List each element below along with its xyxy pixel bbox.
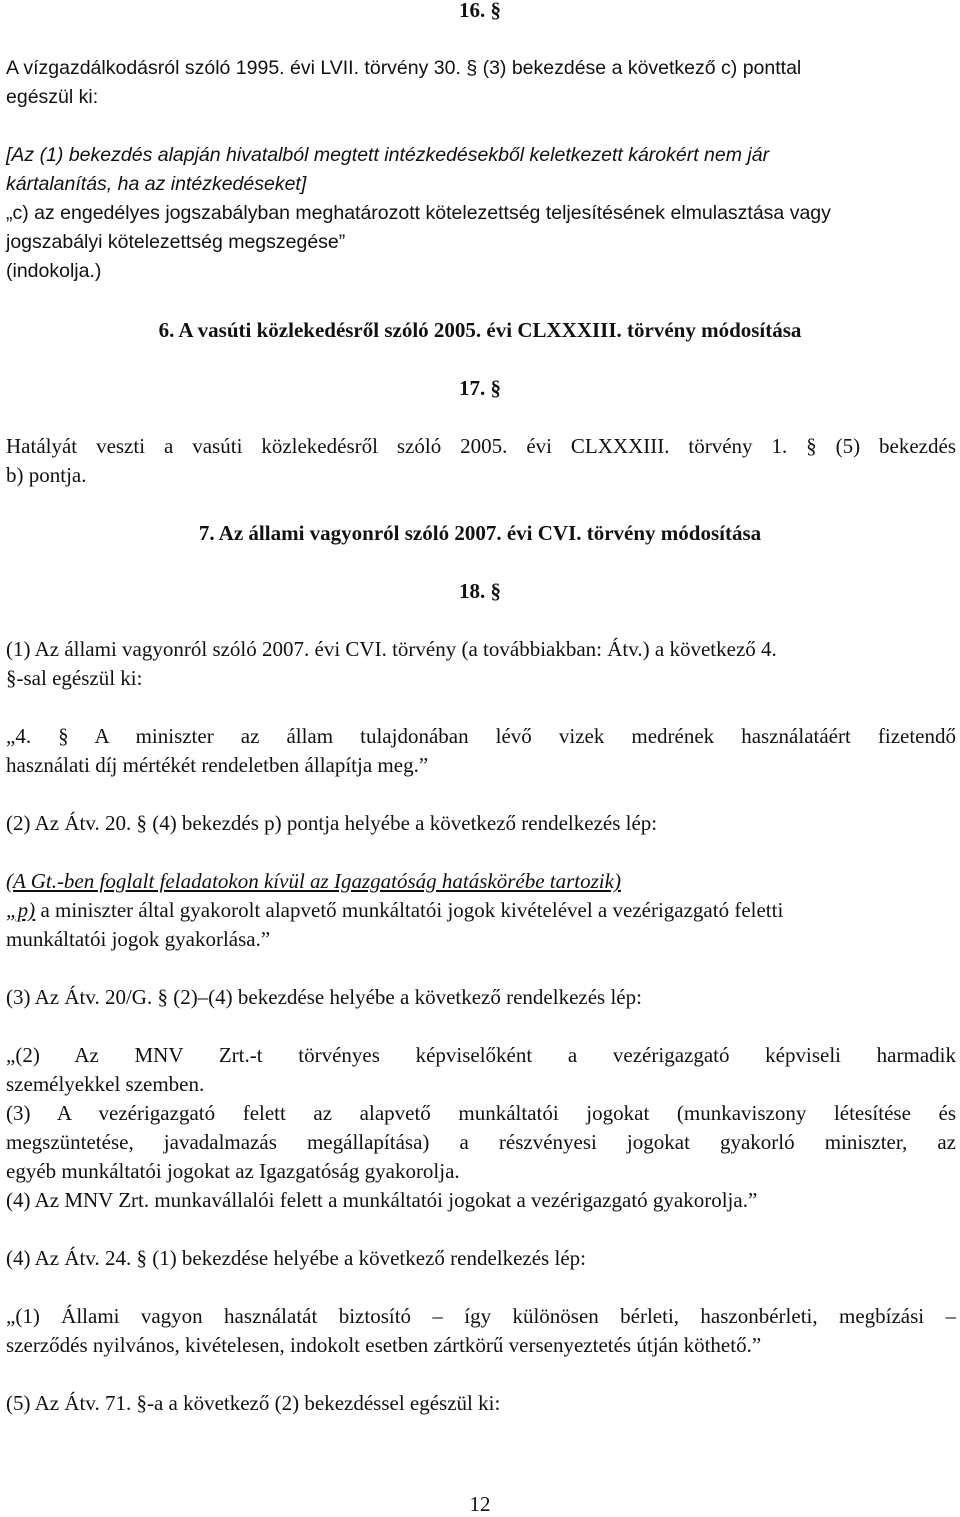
- paragraph-18-3: (3) Az Átv. 20/G. § (2)–(4) bekezdése helyébe a következő rendelkezés lép:: [6, 985, 642, 1009]
- text-line: Hatályát veszti a vasúti közlekedésről szóló 2005. évi CLXXXIII. törvény 1. § (5) bekezdés: [6, 434, 956, 458]
- text-line: (1) Az állami vagyonról szóló 2007. évi CVI. törvény (a továbbiakban: Átv.) a következő 4.: [6, 637, 777, 661]
- text-line: egyéb munkáltatói jogokat az Igazgatóság gyakorolja.: [6, 1159, 460, 1183]
- text-line: jogszabályi kötelezettség megszegése”: [6, 231, 346, 253]
- text-line: használati díj mértékét rendeletben állapítja meg.”: [6, 753, 429, 777]
- quote-point-c: [6, 199, 956, 286]
- text-line: megszüntetése, javadalmazás megállapítása) a részvényesi jogokat gyakorló miniszter, az: [6, 1130, 956, 1154]
- text-line: munkáltatói jogok gyakorlása.”: [6, 927, 271, 951]
- text-line: (3) A vezérigazgató felett az alapvető munkáltatói jogokat (munkaviszony létesítése és: [6, 1101, 956, 1125]
- text-line: (4) Az MNV Zrt. munkavállalói felett a munkáltatói jogokat a vezérigazgató gyakorolja.”: [6, 1188, 758, 1212]
- text-line: kártalanítás, ha az intézkedéseket]: [6, 173, 307, 195]
- section-17-heading: 17. §: [459, 376, 501, 400]
- text-line: szerződés nyilvános, kivételesen, indokolt esetben zártkörű versenyeztetés útján köthető.”: [6, 1333, 762, 1357]
- page-number: 12: [469, 1492, 491, 1516]
- paragraph-18-2: (2) Az Átv. 20. § (4) bekezdés p) pontja helyébe a következő rendelkezés lép:: [6, 811, 658, 835]
- text-line: §-sal egészül ki:: [6, 666, 143, 690]
- quote-section-4: [6, 722, 956, 780]
- paragraph-18-1: [6, 635, 956, 693]
- quote-intro: [6, 141, 956, 199]
- text-line: személyekkel szemben.: [6, 1072, 205, 1096]
- text-line: „(2) Az MNV Zrt.-t törvényes képviselőként a vezérigazgató képviseli harmadik: [6, 1043, 956, 1067]
- text-line: „c) az engedélyes jogszabályban meghatározott kötelezettség teljesítésének elmulasztása vagy: [6, 202, 831, 224]
- text-line: „(1) Állami vagyon használatát biztosító – így különösen bérleti, haszonbérleti, megbízási –: [6, 1304, 956, 1328]
- section-18-heading: 18. §: [459, 579, 501, 603]
- text-line: A vízgazdálkodásról szóló 1995. évi LVII. törvény 30. § (3) bekezdése a következő c) ponttal: [6, 57, 802, 79]
- text-line: b) pontja.: [6, 463, 87, 487]
- point-p-label: „p): [6, 898, 36, 922]
- chapter-7-title: 7. Az állami vagyonról szóló 2007. évi CVI. törvény módosítása: [198, 521, 762, 545]
- quote-24: [6, 1302, 956, 1360]
- paragraph-16: [6, 54, 956, 112]
- point-p: [6, 896, 956, 954]
- text-line: „4. § A miniszter az állam tulajdonában lévő vizek medrének használatáért fizetendő: [6, 724, 956, 748]
- quote-20g: [6, 1041, 956, 1215]
- text-line: (indokolja.): [6, 260, 102, 282]
- text-line: egészül ki:: [6, 86, 99, 108]
- gt-intro: (A Gt.-ben foglalt feladatokon kívül az Igazgatóság hatáskörébe tartozik): [6, 869, 621, 893]
- point-p-text: a miniszter által gyakorolt alapvető munkáltatói jogok kivételével a vezérigazgató feletti: [35, 898, 784, 922]
- paragraph-18-5: (5) Az Átv. 71. §-a a következő (2) bekezdéssel egészül ki:: [6, 1391, 501, 1415]
- paragraph-17: [6, 432, 956, 490]
- section-16-heading: 16. §: [459, 0, 501, 22]
- text-line: [Az (1) bekezdés alapján hivatalból megtett intézkedésekből keletkezett károkért nem jár: [6, 144, 770, 166]
- paragraph-18-4: (4) Az Átv. 24. § (1) bekezdése helyébe a következő rendelkezés lép:: [6, 1246, 586, 1270]
- chapter-6-title: 6. A vasúti közlekedésről szóló 2005. évi CLXXXIII. törvény módosítása: [158, 318, 802, 342]
- text-line: [6, 896, 956, 925]
